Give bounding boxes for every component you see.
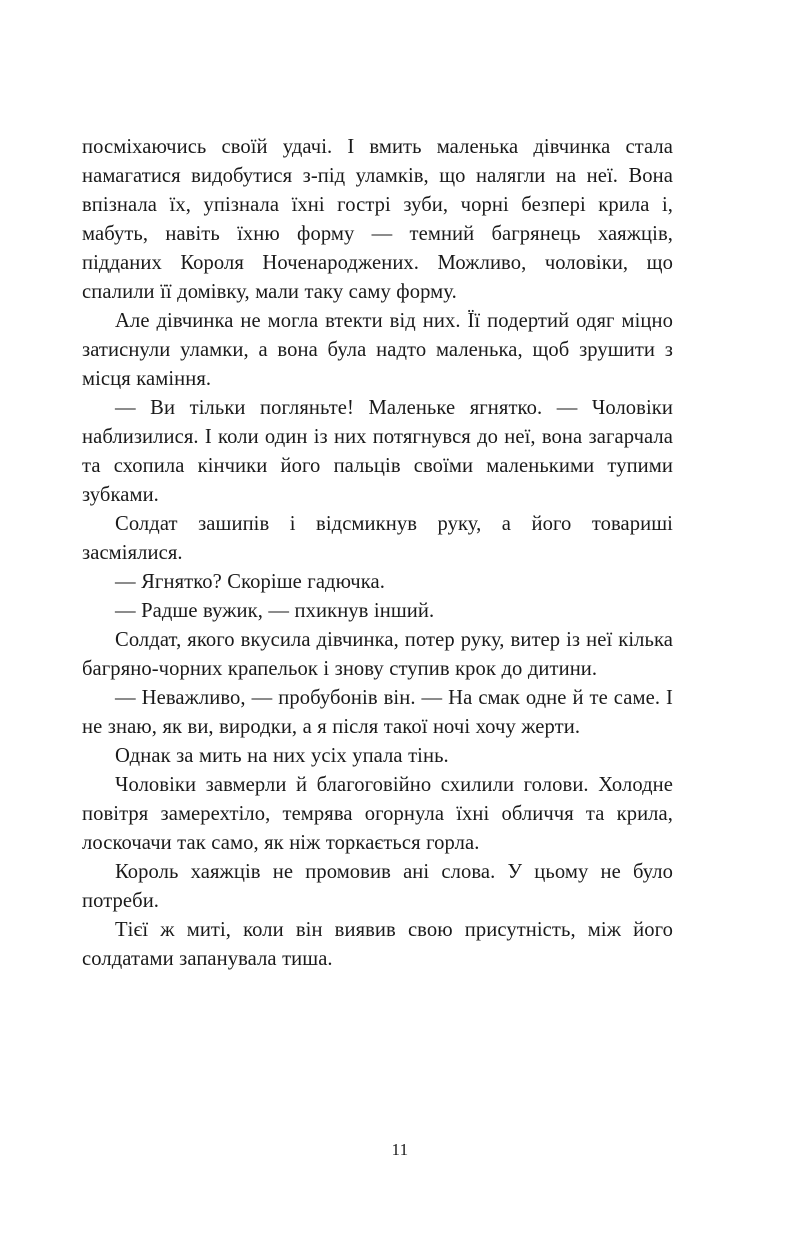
paragraph: Солдат, якого вкусила дівчинка, потер руку, витер із неї кілька багряно-чорних крапельок і знову ступив крок до дитини. (82, 629, 673, 680)
paragraph-dialogue: — Неважливо, — пробубонів він. — На смак одне й те саме. І не знаю, як ви, виродки, а я після такої ночі хочу жерти. (82, 687, 673, 738)
body-text-column (82, 133, 673, 974)
paragraph: Чоловіки завмерли й благоговійно схилили голови. Холодне повітря замерехтіло, темрява огорнула їхні обличчя та крила, лоскочачи так само, як ніж торкається горла. (82, 774, 673, 854)
paragraph: Але дівчинка не могла втекти від них. Її подертий одяг міцно затиснули уламки, а вона була надто маленька, щоб зрушити з місця каміння. (82, 310, 673, 390)
paragraph: Тієї ж миті, коли він виявив свою присутність, між його солдатами запанувала тиша. (82, 919, 673, 970)
page-number: 11 (391, 1140, 409, 1159)
paragraph-dialogue: — Ви тільки погляньте! Маленьке ягнятко. — Чоловіки наблизилися. І коли один із них потягнувся до неї, вона загарчала та схопила кінчики його пальців своїми маленькими тупими зубками. (82, 397, 673, 506)
paragraph: Однак за мить на них усіх упала тінь. (115, 745, 449, 767)
paragraph-dialogue: — Радше вужик, — пхикнув інший. (115, 600, 435, 622)
paragraph: Король хаяжців не промовив ані слова. У цьому не було потреби. (82, 861, 673, 912)
paragraph-dialogue: — Ягнятко? Скоріше гадючка. (115, 571, 385, 593)
paragraph: посміхаючись своїй удачі. І вмить маленька дівчинка стала намагатися видобутися з-під уламків, що налягли на неї. Вона впізнала їх, упізнала їхні гострі зуби, чорні безпері крила і, мабуть, навіть їхню форму — темний багрянець хаяжців, підданих Короля Ноченароджених. Можливо, чоловіки, що спалили її домівку, мали таку саму форму. (82, 136, 673, 303)
paragraph: Солдат зашипів і відсмикнув руку, а його товариші засміялися. (82, 513, 673, 564)
